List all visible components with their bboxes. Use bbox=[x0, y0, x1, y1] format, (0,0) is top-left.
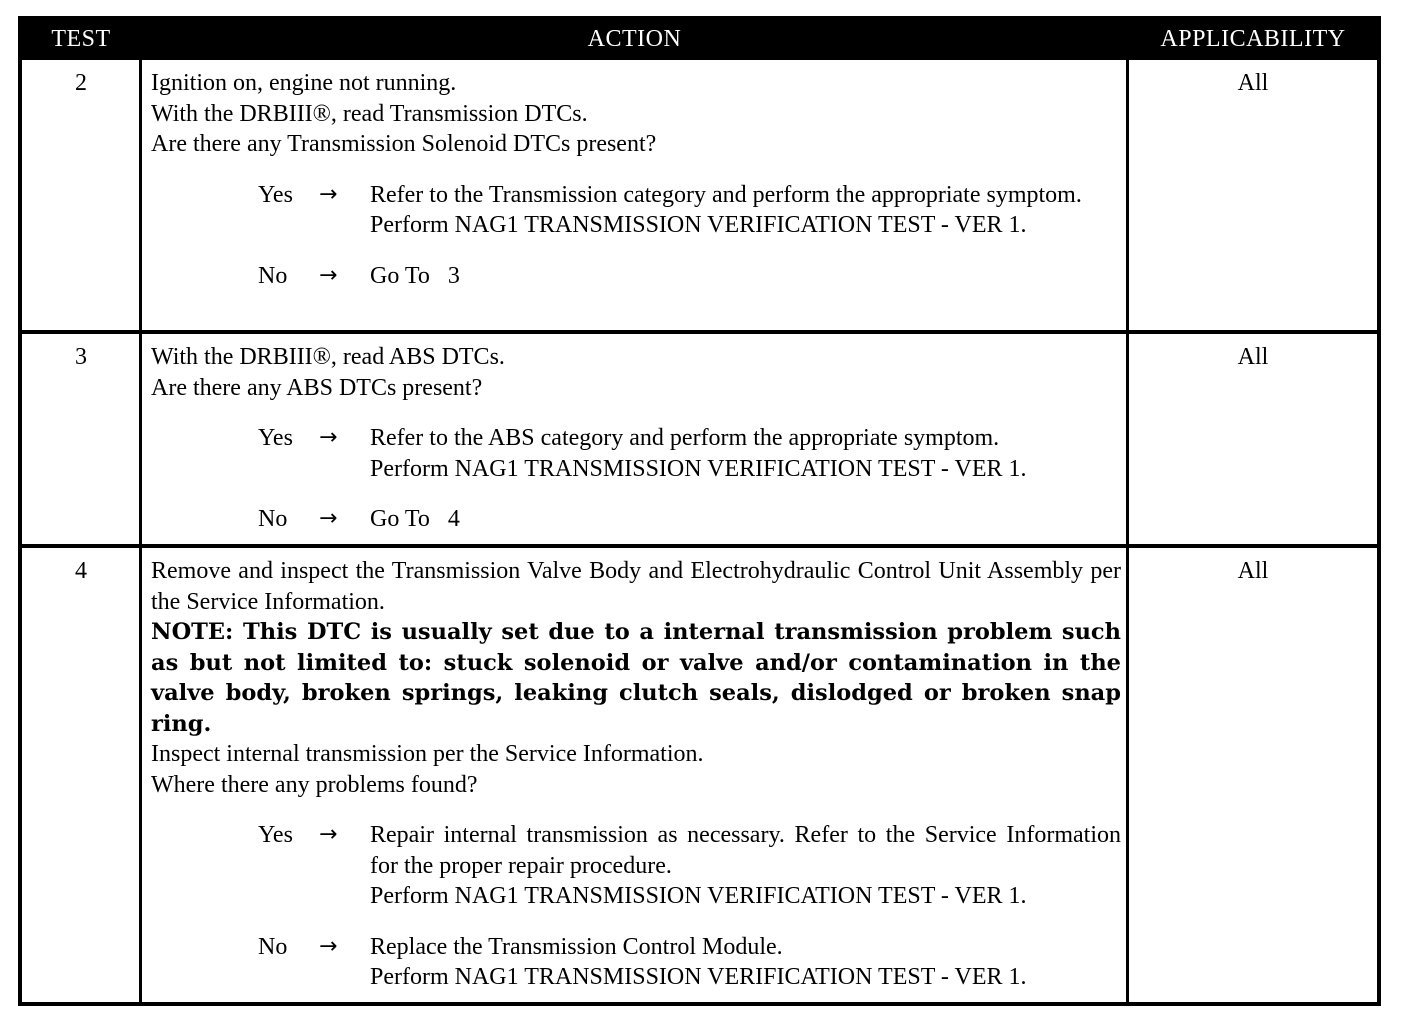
yes-answer bbox=[151, 820, 1121, 912]
instruction-line: Remove and inspect the Transmission Valve Body and Electrohydraulic Control Unit Assembly per the Service Information. bbox=[151, 558, 1121, 615]
instruction-line: Ignition on, engine not running. bbox=[151, 70, 457, 96]
arrow-icon: → bbox=[319, 506, 338, 531]
table-row-test-2 bbox=[22, 60, 1377, 334]
arrow-icon: → bbox=[319, 425, 338, 450]
table-header bbox=[22, 20, 1377, 60]
answer-line: Repair internal transmission as necessary. Refer to the Service Information for the proper repair procedure. bbox=[370, 822, 1121, 879]
test-number: 2 bbox=[75, 70, 87, 96]
instruction-line: With the DRBIII®, read Transmission DTCs. bbox=[151, 100, 588, 127]
instruction-line: With the DRBIII®, read ABS DTCs. bbox=[151, 344, 505, 370]
arrow-icon: → bbox=[319, 181, 338, 207]
no-label: No bbox=[258, 933, 288, 960]
yes-label: Yes bbox=[258, 822, 293, 848]
answer-line: Perform NAG1 TRANSMISSION VERIFICATION TEST - VER 1. bbox=[370, 964, 1027, 990]
answer-line: Go To 4 bbox=[370, 506, 460, 532]
no-answer bbox=[151, 261, 1121, 292]
header-action: ACTION bbox=[587, 26, 682, 52]
action-cell bbox=[151, 68, 1121, 291]
applicability-value: All bbox=[1237, 70, 1269, 96]
no-answer bbox=[151, 932, 1121, 993]
question-line: Are there any Transmission Solenoid DTCs present? bbox=[151, 131, 657, 157]
action-cell bbox=[151, 556, 1121, 993]
answer-line: Replace the Transmission Control Module. bbox=[370, 933, 783, 960]
test-number: 4 bbox=[75, 558, 87, 584]
table-row-test-4 bbox=[22, 548, 1377, 1002]
instruction-line: Inspect internal transmission per the Service Information. bbox=[151, 741, 704, 767]
action-cell bbox=[151, 342, 1121, 535]
arrow-icon: → bbox=[319, 822, 338, 847]
question-line: Where there any problems found? bbox=[151, 771, 478, 798]
header-test: TEST bbox=[51, 26, 111, 52]
yes-label: Yes bbox=[258, 425, 293, 451]
applicability-value: All bbox=[1237, 558, 1269, 584]
applicability-value: All bbox=[1237, 344, 1269, 370]
answer-line: Go To 3 bbox=[370, 262, 460, 289]
answer-line: Refer to the ABS category and perform the appropriate symptom. bbox=[370, 425, 1000, 451]
answer-line: Perform NAG1 TRANSMISSION VERIFICATION TEST - VER 1. bbox=[370, 212, 1027, 238]
no-label: No bbox=[258, 262, 288, 289]
question-line: Are there any ABS DTCs present? bbox=[151, 374, 483, 401]
arrow-icon: → bbox=[319, 262, 338, 288]
yes-label: Yes bbox=[258, 181, 293, 208]
yes-answer bbox=[151, 423, 1121, 484]
yes-answer bbox=[151, 180, 1121, 241]
no-label: No bbox=[258, 506, 288, 532]
table-row-test-3 bbox=[22, 334, 1377, 548]
no-answer bbox=[151, 504, 1121, 535]
answer-line: Perform NAG1 TRANSMISSION VERIFICATION TEST - VER 1. bbox=[370, 455, 1027, 482]
answer-line: Refer to the Transmission category and perform the appropriate symptom. bbox=[370, 181, 1082, 208]
header-applicability: APPLICABILITY bbox=[1160, 26, 1346, 52]
test-number: 3 bbox=[75, 344, 87, 370]
note-text: NOTE: This DTC is usually set due to a internal transmission problem such as but not limited to: stuck solenoid or valve and/or contamination in the valve body, broken springs, leaking clutch seals, dislodged or broken snap ring. bbox=[151, 619, 1121, 737]
answer-line: Perform NAG1 TRANSMISSION VERIFICATION TEST - VER 1. bbox=[370, 883, 1027, 909]
arrow-icon: → bbox=[319, 933, 338, 959]
diagnostic-table bbox=[18, 16, 1381, 1006]
